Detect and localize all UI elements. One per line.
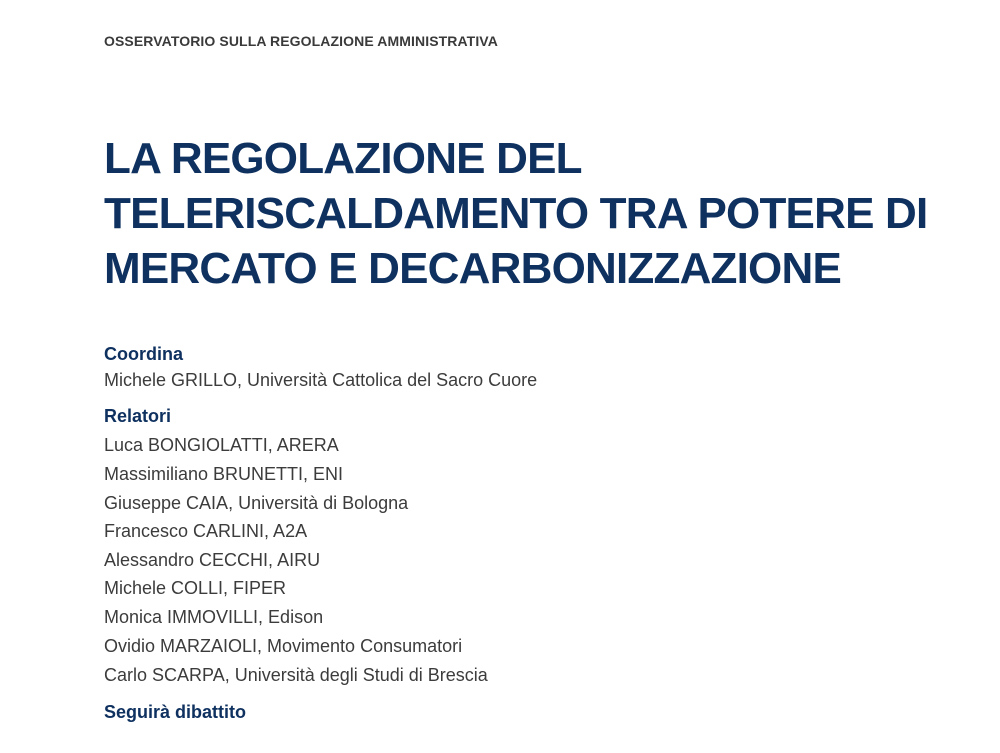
speaker-item: Carlo SCARPA, Università degli Studi di Brescia (104, 665, 488, 685)
speaker-item: Michele COLLI, FIPER (104, 578, 287, 598)
title-line: TELERISCALDAMENTO TRA POTERE DI (104, 189, 928, 238)
coordinator-name: Michele GRILLO, Università Cattolica del Sacro Cuore (104, 370, 538, 390)
relatori-heading: Relatori (104, 406, 172, 426)
observatory-kicker: OSSERVATORIO SULLA REGOLAZIONE AMMINISTRATIVA (104, 33, 498, 49)
speaker-item: Alessandro CECCHI, AIRU (104, 550, 321, 570)
speaker-item: Giuseppe CAIA, Università di Bologna (104, 493, 409, 513)
title-line: LA REGOLAZIONE DEL (104, 134, 582, 183)
speaker-item: Massimiliano BRUNETTI, ENI (104, 464, 344, 484)
page-title (104, 131, 984, 296)
debate-note: Seguirà dibattito (104, 702, 247, 722)
title-line: MERCATO E DECARBONIZZAZIONE (104, 244, 841, 293)
speaker-item: Luca BONGIOLATTI, ARERA (104, 435, 339, 455)
speaker-item: Francesco CARLINI, A2A (104, 521, 308, 541)
coordina-heading: Coordina (104, 344, 183, 364)
speaker-item: Monica IMMOVILLI, Edison (104, 607, 324, 627)
speaker-item: Ovidio MARZAIOLI, Movimento Consumatori (104, 636, 463, 656)
